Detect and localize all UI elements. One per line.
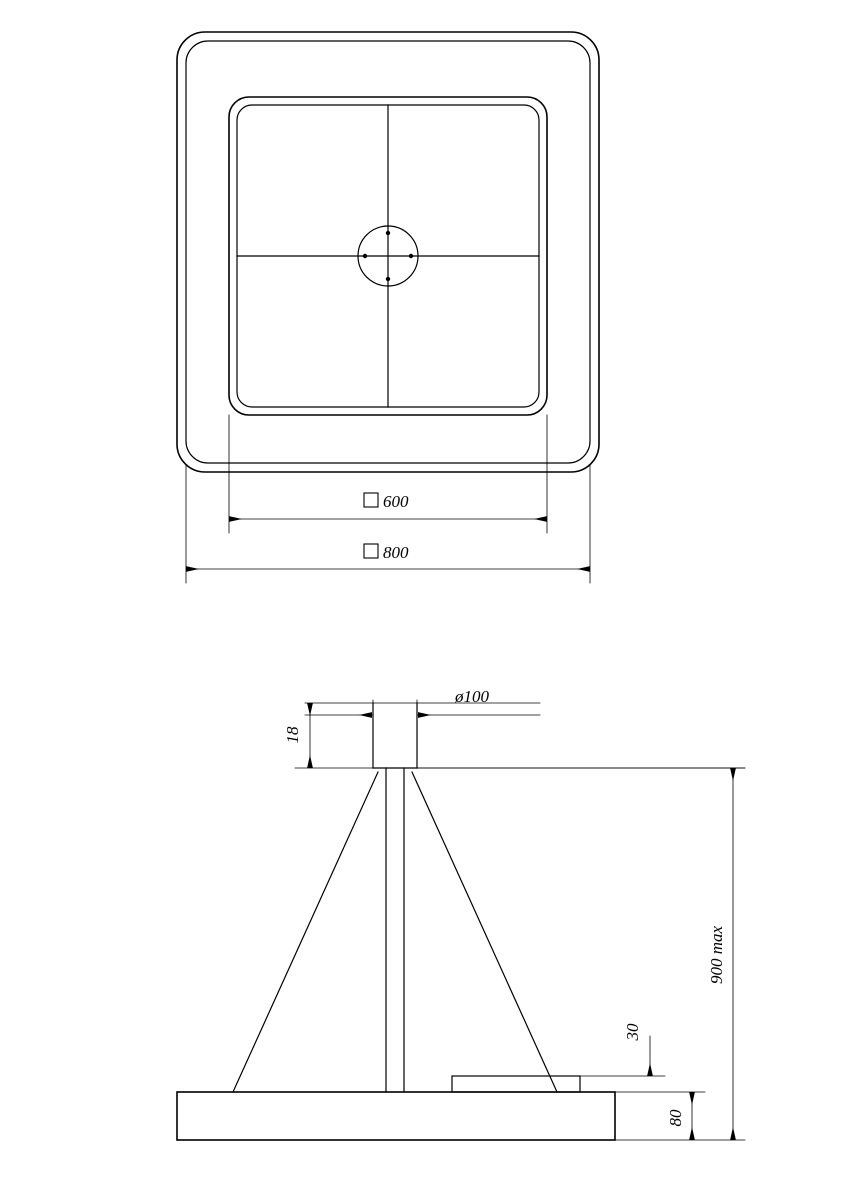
inner-body-block	[452, 1076, 580, 1092]
dimension-text-18: 18	[283, 726, 302, 744]
luminaire-body-front	[177, 1092, 615, 1140]
square-symbol-600	[364, 493, 378, 507]
top-view	[177, 32, 599, 583]
fixing-hole-right	[409, 254, 413, 258]
front-view	[177, 687, 745, 1140]
suspension-cable-left	[233, 772, 378, 1092]
dimension-text-30: 30	[623, 1023, 642, 1041]
dimension-text-600: 600	[383, 492, 409, 511]
dimension-text-80: 80	[666, 1109, 685, 1127]
fixing-hole-top	[386, 231, 390, 235]
fixing-hole-left	[363, 254, 367, 258]
fixing-hole-bottom	[386, 277, 390, 281]
dimension-text-900-max: 900 max	[707, 925, 726, 985]
square-symbol-800	[364, 544, 378, 558]
dimension-text-diameter-100: ø100	[455, 687, 489, 706]
dimension-text-800: 800	[383, 543, 409, 562]
suspension-cable-right	[412, 772, 557, 1092]
